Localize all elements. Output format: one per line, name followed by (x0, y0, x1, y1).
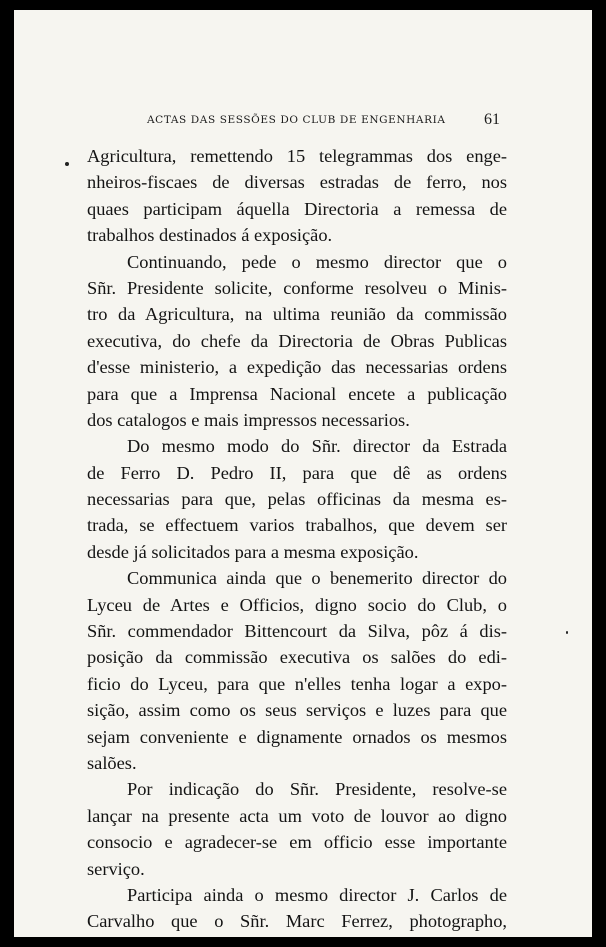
text-line: tro da Agricultura, na ultima reunião da commissão (87, 304, 507, 325)
text-line: trada, se effectuem varios trabalhos, que devem ser (87, 515, 507, 536)
text-line: executiva, do chefe da Directoria de Obras Publicas (87, 330, 507, 351)
document-page (14, 10, 592, 937)
text-line: Sñr. commendador Bittencourt da Silva, pôz á dis- (87, 621, 507, 642)
text-line: dos catalogos e mais impressos necessarios. (87, 409, 410, 430)
body-text (87, 143, 507, 935)
text-line: Agricultura, remettendo 15 telegrammas dos enge- (87, 146, 507, 166)
text-line: para que a Imprensa Nacional encete a publicação (87, 383, 507, 404)
text-line: serviço. (87, 858, 145, 879)
text-line: trabalhos destinados á exposição. (87, 225, 333, 246)
text-line: consocio e agradecer-se em officio esse importante (87, 832, 507, 853)
text-line: Continuando, pede o mesmo director que o (127, 251, 507, 272)
text-line: d'esse ministerio, a expedição das necessarias ordens (87, 357, 507, 378)
text-line: nheiros-fiscaes de diversas estradas de ferro, nos (87, 172, 507, 193)
ink-speck (65, 162, 69, 166)
text-line: Lyceu de Artes e Officios, digno socio do Club, o (87, 594, 507, 615)
text-line: sição, assim como os seus serviços e luzes para que (87, 700, 507, 721)
page-header (14, 111, 592, 134)
text-line: Participa ainda o mesmo director J. Carlos de (127, 884, 507, 905)
text-line: Carvalho que o Sñr. Marc Ferrez, photographo, (87, 911, 507, 932)
text-line: Sñr. Presidente solicite, conforme resolveu o Minis- (87, 277, 507, 298)
text-line: lançar na presente acta um voto de louvor ao digno (87, 805, 507, 826)
text-line: necessarias para que, pelas officinas da mesma es- (87, 489, 507, 510)
text-line: de Ferro D. Pedro II, para que dê as ordens (87, 462, 507, 483)
ink-speck (566, 631, 568, 634)
text-line: desde já solicitados para a mesma exposição. (87, 541, 419, 562)
text-line: Por indicação do Sñr. Presidente, resolve-se (127, 779, 507, 800)
text-line: Communica ainda que o benemerito director do (127, 568, 507, 589)
text-line: sejam conveniente e dignamente ornados os mesmos (87, 726, 507, 747)
running-title: ACTAS DAS SESSÕES DO CLUB DE ENGENHARIA (147, 114, 446, 126)
page-number: 61 (484, 111, 500, 128)
text-line: salões. (87, 752, 137, 773)
text-line: quaes participam áquella Directoria a remessa de (87, 198, 507, 219)
text-line: ficio do Lyceu, para que n'elles tenha logar a expo- (87, 673, 507, 694)
text-line: posição da commissão executiva os salões do edi- (87, 647, 507, 668)
text-line: Do mesmo modo do Sñr. director da Estrada (127, 436, 507, 457)
